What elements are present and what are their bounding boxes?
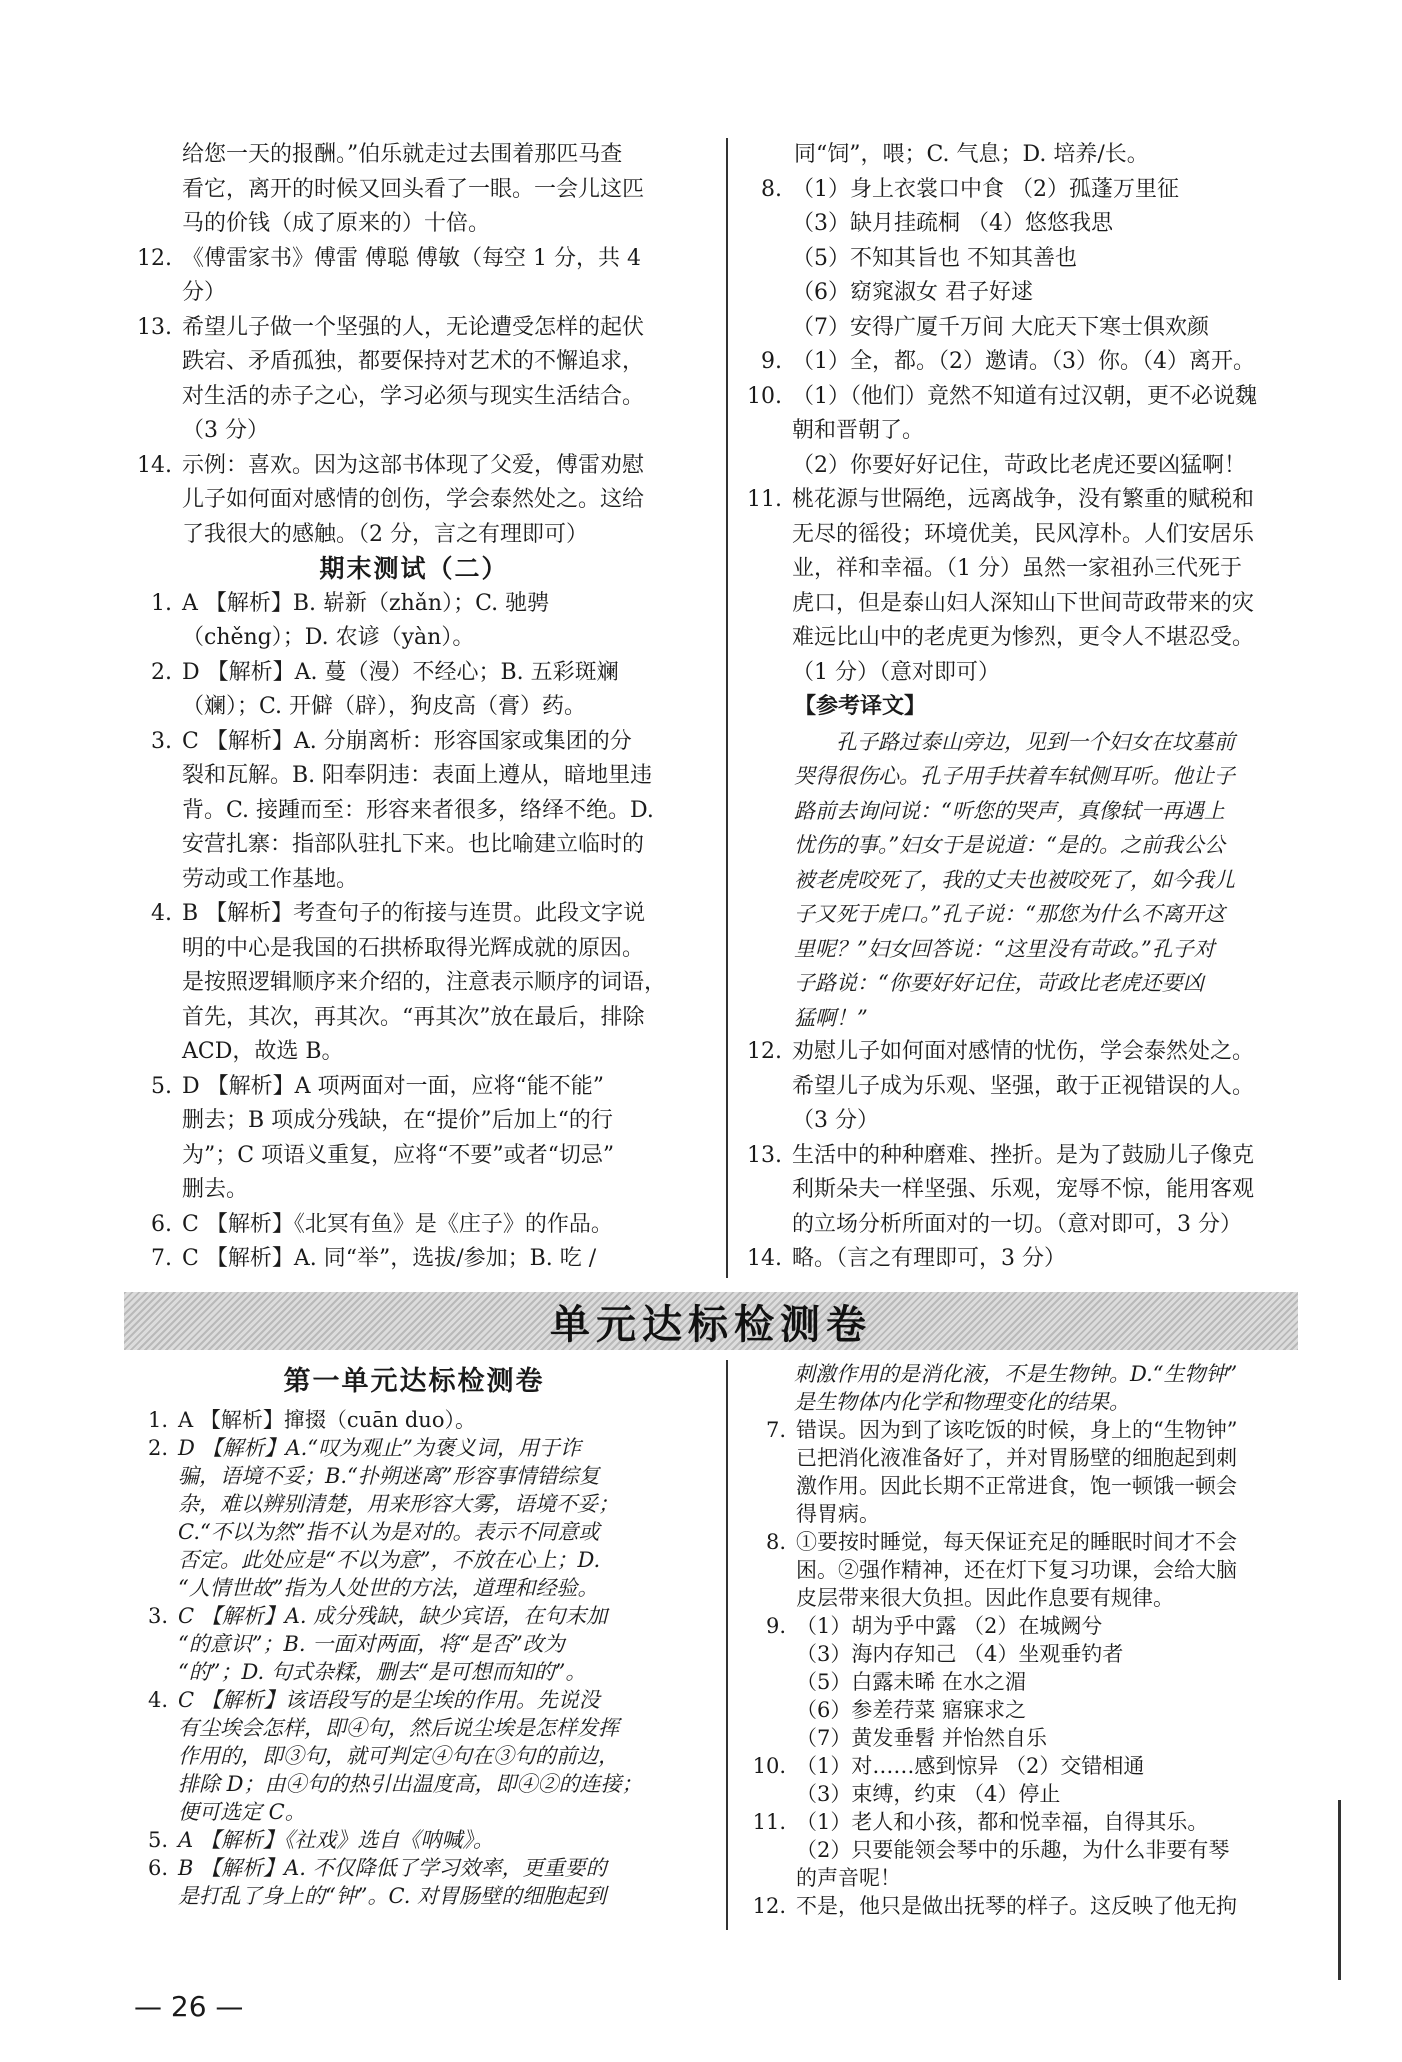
margin-rule xyxy=(1338,1800,1341,1980)
answer-item: 3. C 【解析】A. 分崩离析：形容国家或集团的分 裂和瓦解。B. 阳奉阴违：表面上遵从，暗地里违 背。C. 接踵而至：形容来者很多，络绎不绝。D. 安营扎寨：指部队驻扎下来。也比喻建立临时的 劳动或工作基地。 xyxy=(151,728,654,892)
answer-item: 9. （1）全，都。（2）邀请。（3）你。（4）离开。 xyxy=(761,349,1255,374)
answer-item: 8. （1）身上衣裳口中食 （2）孤蓬万里征 （3）缺月挂疏桐 （4）悠悠我思 （5）不知其旨也 不知其善也 （6）窈窕淑女 君子好逑 （7）安得广厦千万间 大庇天下寒士俱欢颜 xyxy=(761,176,1209,340)
column-divider xyxy=(726,1360,728,1930)
answer-item: 13. 生活中的种种磨难、挫折。是为了鼓励儿子像克 利斯朵夫一样坚强、乐观，宠辱不惊，能用客观 的立场分析所面对的一切。（意对即可，3 分） xyxy=(747,1142,1255,1237)
page-number: — 26 — xyxy=(134,1990,244,2023)
answer-item: 7. C 【解析】A. 同“举”，选拔/参加；B. 吃 / xyxy=(151,1246,597,1271)
continued-text: 给您一天的报酬。”伯乐就走过去围着那匹马查 看它，离开的时候又回头看了一眼。一会儿这匹 马的价钱（成了原来的）十倍。 xyxy=(182,142,645,236)
answer-item: 13. 希望儿子做一个坚强的人，无论遭受怎样的起伏 跌宕、矛盾孤独，都要保持对艺术的不懈追求， 对生活的赤子之心，学习必须与现实生活结合。 （3 分） xyxy=(137,314,645,443)
bottom-left-column xyxy=(124,1360,704,1910)
answer-item: 12. 不是，他只是做出抚琴的样子。这反映了他无拘 xyxy=(752,1894,1237,1918)
answer-item: 1. A 【解析】B. 崭新（zhǎn）；C. 驰骋 （chěng）；D. 农谚（yàn）。 xyxy=(151,590,550,650)
continued-text: 同“饲”，喂；C. 气息；D. 培养/长。 xyxy=(794,142,1149,167)
section-banner xyxy=(124,1292,1298,1350)
answer-item: 10. （1）（他们）竟然不知道有过汉朝，更不必说魏 朝和晋朝了。 （2）你要好好记住，苛政比老虎还要凶猛啊！ xyxy=(747,383,1257,478)
answer-item: 8. ①要按时睡觉，每天保证充足的睡眠时间才不会 困。②强作精神，还在灯下复习功课，会给大脑 皮层带来很大负担。因此作息要有规律。 xyxy=(765,1530,1237,1610)
answer-item: 1. A 【解析】撺掇（cuān duo）。 xyxy=(147,1408,476,1432)
answer-item: 2. D 【解析】A.“叹为观止”为褒义词，用于诈 骗，语境不妥；B.“扑朔迷离”形容事情错综复 杂，难以辨别清楚，用来形容大雾，语境不妥； C.“不以为然”指不认为是对的。表示不同意或 否定。此处应是“不以为意”，不放在心上；D. “人情世故”指为人处世的方法，道理和经验。 xyxy=(147,1436,619,1600)
top-right-column xyxy=(742,138,1302,1277)
answer-item: 4. B 【解析】考查句子的衔接与连贯。此段文字说 明的中心是我国的石拱桥取得光辉成就的原因。 是按照逻辑顺序来介绍的，注意表示顺序的词语， 首先，其次，再其次。“再其次”放在最后，排除 ACD，故选 B。 xyxy=(151,901,667,1064)
answer-item: 14. 示例：喜欢。因为这部书体现了父爱，傅雷劝慰 儿子如何面对感情的创伤，学会泰然处之。这给 了我很大的感触。（2 分，言之有理即可） xyxy=(137,452,645,547)
answer-item: 4. C 【解析】该语段写的是尘埃的作用。先说没 有尘埃会怎样，即④句，然后说尘埃是怎样发挥 作用的，即③句，就可判定④句在③句的前边， 排除 D；由④句的热引出温度高，即④②的连接； 便可选定 C。 xyxy=(147,1688,643,1824)
answer-item: 14. 略。（言之有理即可，3 分） xyxy=(747,1246,1066,1271)
answer-item: 11. 桃花源与世隔绝，远离战争，没有繁重的赋税和 无尽的徭役；环境优美，民风淳朴。人们安居乐 业，祥和幸福。（1 分）虽然一家祖孙三代死于 虎口，但是泰山妇人深知山下世间苛政带来的灾 难远比山中的老虎更为惨烈，更令人不堪忍受。 （1 分）（意对即可） xyxy=(747,487,1255,685)
section-heading: 期末测试（二） xyxy=(319,554,509,583)
answer-item: 12. 劝慰儿子如何面对感情的忧伤，学会泰然处之。 希望儿子成为乐观、坚强，敢于正视错误的人。 （3 分） xyxy=(747,1039,1255,1133)
answer-item: 5. A 【解析】《社戏》选自《呐喊》。 xyxy=(147,1828,494,1852)
answer-item: 9. （1）胡为乎中露 （2）在城阙兮 （3）海内存知己 （4）坐观垂钓者 （5）白露未晞 在水之湄 （6）参差荇菜 寤寐求之 （7）黄发垂髫 并怡然自乐 xyxy=(765,1614,1124,1750)
bottom-right-column xyxy=(742,1360,1302,1920)
answer-item: 5. D 【解析】A 项两面对一面，应将“能不能” 删去；B 项成分残缺，在“提价”后加上“的行 为”；C 项语义重复，应将“不要”或者“切忌” 删去。 xyxy=(151,1073,615,1202)
continued-text: 刺激作用的是消化液，不是生物钟。D.“生物钟” 是生物体内化学和物理变化的结果。 xyxy=(794,1362,1238,1414)
answer-item: 12. 《傅雷家书》傅雷 傅聪 傅敏（每空 1 分，共 4 分） xyxy=(137,245,641,305)
column-divider xyxy=(726,138,728,1278)
answer-item: 11. （1）老人和小孩，都和悦幸福，自得其乐。 （2）只要能领会琴中的乐趣，为什么非要有琴 的声音呢！ xyxy=(752,1810,1230,1890)
top-left-column xyxy=(124,138,704,1277)
answer-item: 6. C 【解析】《北冥有鱼》是《庄子》的作品。 xyxy=(151,1211,613,1237)
answer-item: 6. B 【解析】A. 不仅降低了学习效率，更重要的 是打乱了身上的“钟”。C. 对胃肠壁的细胞起到 xyxy=(147,1856,607,1908)
answer-item: 3. C 【解析】A. 成分残缺，缺少宾语，在句末加 “的意识”；B. 一面对两面，将“是否”改为 “的”；D. 句式杂糅，删去“是可想而知的”。 xyxy=(147,1604,608,1684)
answer-item: 2. D 【解析】A. 蔓（漫）不经心；B. 五彩斑斓 （斓）；C. 开僻（辟），狗皮高（膏）药。 xyxy=(151,659,619,719)
reference-translation: 【参考译文】 孔子路过泰山旁边，见到一个妇女在坟墓前 哭得很伤心。孔子用手扶着车轼侧耳听。他让子 路前去询问说：“听您的哭声，真像轼一再遇上 忧伤的事。”妇女于是说道：“是的。之前我公公 被老虎咬死了，我的丈夫也被咬死了，如今我儿 子又死于虎口。”孔子说：“那您为什么不离开这 里呢？”妇女回答说：“这里没有苛政。”孔子对 子路说：“你要好好记住，苛政比老虎还要凶 猛啊！” xyxy=(794,694,1235,1030)
banner-title: 单元达标检测卷 xyxy=(550,1301,872,1348)
answer-item: 7. 错误。因为到了该吃饭的时候，身上的“生物钟” 已把消化液准备好了，并对胃肠壁的细胞起到刺 激作用。因此长期不正常进食，饱一顿饿一顿会 得胃病。 xyxy=(765,1418,1238,1526)
answer-item: 10. （1）对……感到惊异 （2）交错相通 （3）束缚，约束 （4）停止 xyxy=(752,1754,1145,1806)
section-heading: 第一单元达标检测卷 xyxy=(283,1366,545,1397)
